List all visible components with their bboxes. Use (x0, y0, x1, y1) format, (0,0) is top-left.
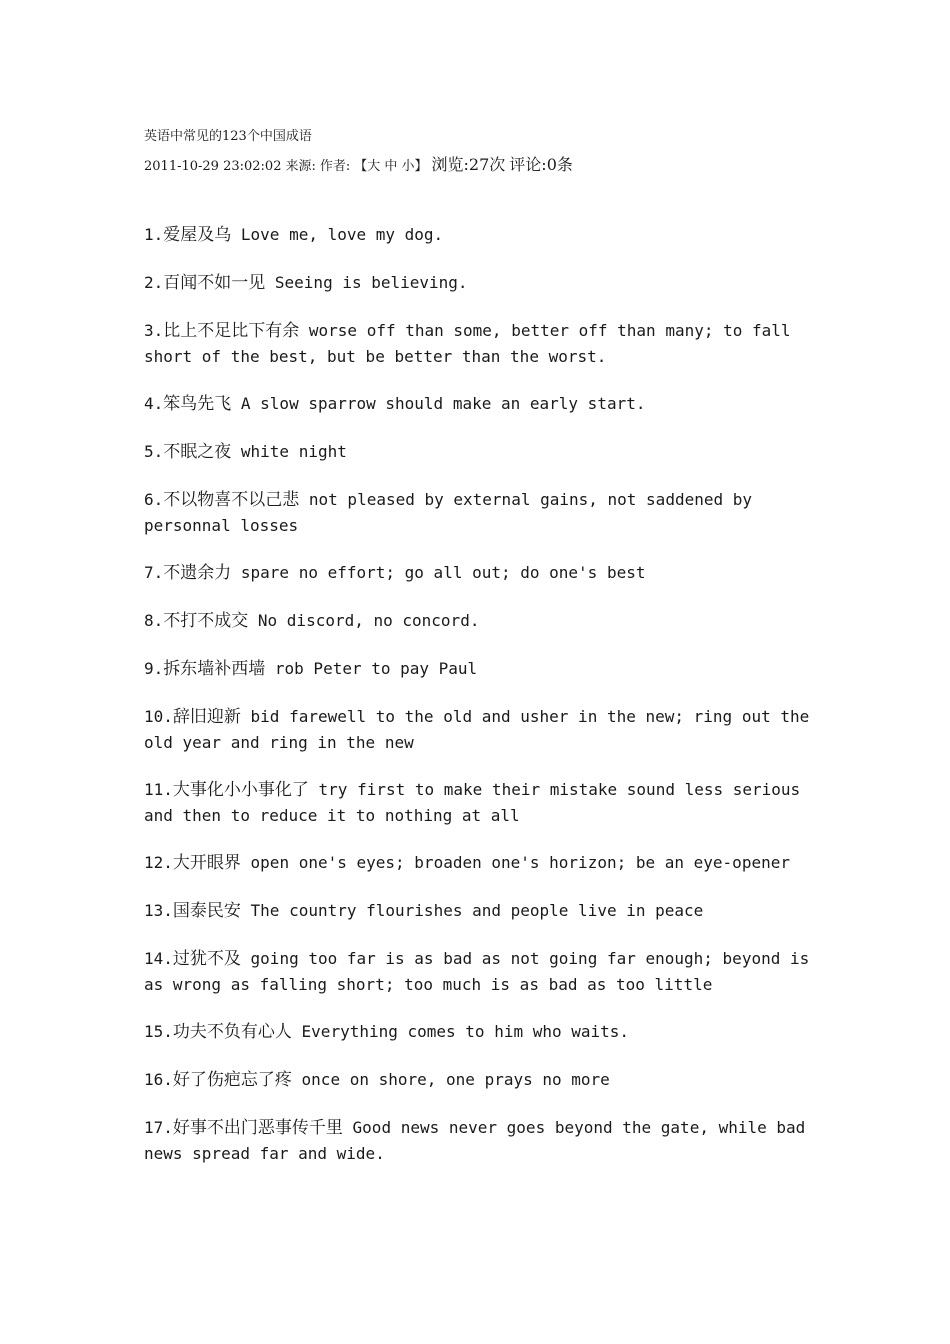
idiom-chinese: 国泰民安 (172, 901, 241, 921)
idiom-item (144, 898, 824, 924)
source-label: 来源: (285, 159, 316, 174)
idiom-item (144, 1115, 824, 1166)
idiom-item (144, 850, 824, 876)
idiom-item (144, 1067, 824, 1093)
idiom-english: Good news never goes beyond the gate, while bad news spread far and wide. (144, 1118, 815, 1163)
view-count: 浏览:27次 (431, 155, 506, 174)
idiom-number: 3. (144, 321, 164, 340)
idiom-english: Seeing is believing. (265, 273, 468, 292)
publish-datetime: 2011-10-29 23:02:02 (144, 159, 282, 174)
idiom-number: 5. (144, 442, 164, 461)
document-meta (144, 152, 844, 174)
idiom-chinese: 不以物喜不以己悲 (163, 490, 300, 510)
idiom-number: 14. (144, 949, 173, 968)
idiom-item (144, 1019, 824, 1045)
idiom-chinese: 拆东墙补西墙 (163, 659, 266, 679)
idiom-chinese: 笨鸟先飞 (163, 394, 232, 414)
idiom-english: try first to make their mistake sound less serious and then to reduce it to nothing at all (144, 780, 810, 825)
idiom-number: 1. (144, 225, 164, 244)
idiom-english: going too far is as bad as not going far enough; beyond is as wrong as falling short; too much is as bad as too little (144, 949, 819, 994)
idiom-chinese: 大开眼界 (172, 853, 241, 873)
idiom-number: 10. (144, 707, 173, 726)
idiom-item (144, 704, 824, 755)
idiom-number: 2. (144, 273, 164, 292)
comment-count[interactable]: 评论:0条 (509, 155, 573, 174)
idiom-number: 7. (144, 563, 164, 582)
idiom-number: 6. (144, 490, 164, 509)
idiom-english: open one's eyes; broaden one's horizon; be an eye-opener (240, 853, 790, 872)
idiom-number: 4. (144, 394, 164, 413)
idiom-chinese: 不眠之夜 (163, 442, 232, 462)
idiom-chinese: 功夫不负有心人 (172, 1022, 292, 1042)
idiom-item (144, 270, 824, 296)
idiom-chinese: 不遗余力 (163, 563, 232, 583)
idiom-chinese: 辞旧迎新 (172, 707, 241, 727)
idiom-item (144, 391, 824, 417)
idiom-number: 15. (144, 1022, 173, 1041)
idiom-chinese: 好事不出门恶事传千里 (172, 1118, 343, 1138)
idiom-number: 13. (144, 901, 173, 920)
idiom-list (144, 222, 824, 1188)
idiom-item (144, 439, 824, 465)
idiom-item (144, 946, 824, 997)
idiom-english: A slow sparrow should make an early start. (231, 394, 646, 413)
idiom-chinese: 百闻不如一见 (163, 273, 266, 293)
idiom-item (144, 560, 824, 586)
idiom-english: worse off than some, better off than many; to fall short of the best, but be better than the worst. (144, 321, 801, 366)
idiom-number: 12. (144, 853, 173, 872)
idiom-english: white night (231, 442, 347, 461)
idiom-chinese: 好了伤疤忘了疼 (172, 1070, 292, 1090)
idiom-number: 17. (144, 1118, 173, 1137)
idiom-number: 9. (144, 659, 164, 678)
idiom-number: 16. (144, 1070, 173, 1089)
idiom-english: bid farewell to the old and usher in the new; ring out the old year and ring in the new (144, 707, 819, 752)
font-size-control[interactable]: 【大 中 小】 (354, 159, 428, 174)
idiom-chinese: 比上不足比下有余 (163, 321, 300, 341)
idiom-english: The country flourishes and people live in peace (240, 901, 704, 920)
idiom-chinese: 过犹不及 (172, 949, 241, 969)
idiom-item (144, 487, 824, 538)
idiom-english: spare no effort; go all out; do one's best (231, 563, 646, 582)
idiom-chinese: 大事化小小事化了 (172, 780, 309, 800)
idiom-item (144, 777, 824, 828)
idiom-english: Everything comes to him who waits. (291, 1022, 630, 1041)
idiom-item (144, 608, 824, 634)
idiom-number: 11. (144, 780, 173, 799)
idiom-item (144, 318, 824, 369)
idiom-chinese: 爱屋及乌 (163, 225, 232, 245)
author-label: 作者: (319, 159, 351, 174)
idiom-item (144, 656, 824, 682)
idiom-number: 8. (144, 611, 164, 630)
idiom-english: once on shore, one prays no more (291, 1070, 610, 1089)
idiom-english: No discord, no concord. (248, 611, 480, 630)
idiom-english: Love me, love my dog. (231, 225, 444, 244)
document-title: 英语中常见的123个中国成语 (144, 129, 312, 144)
idiom-english: rob Peter to pay Paul (265, 659, 478, 678)
idiom-chinese: 不打不成交 (163, 611, 249, 631)
document-header (144, 128, 844, 174)
idiom-item (144, 222, 824, 248)
idiom-english: not pleased by external gains, not saddened by personnal losses (144, 490, 762, 535)
